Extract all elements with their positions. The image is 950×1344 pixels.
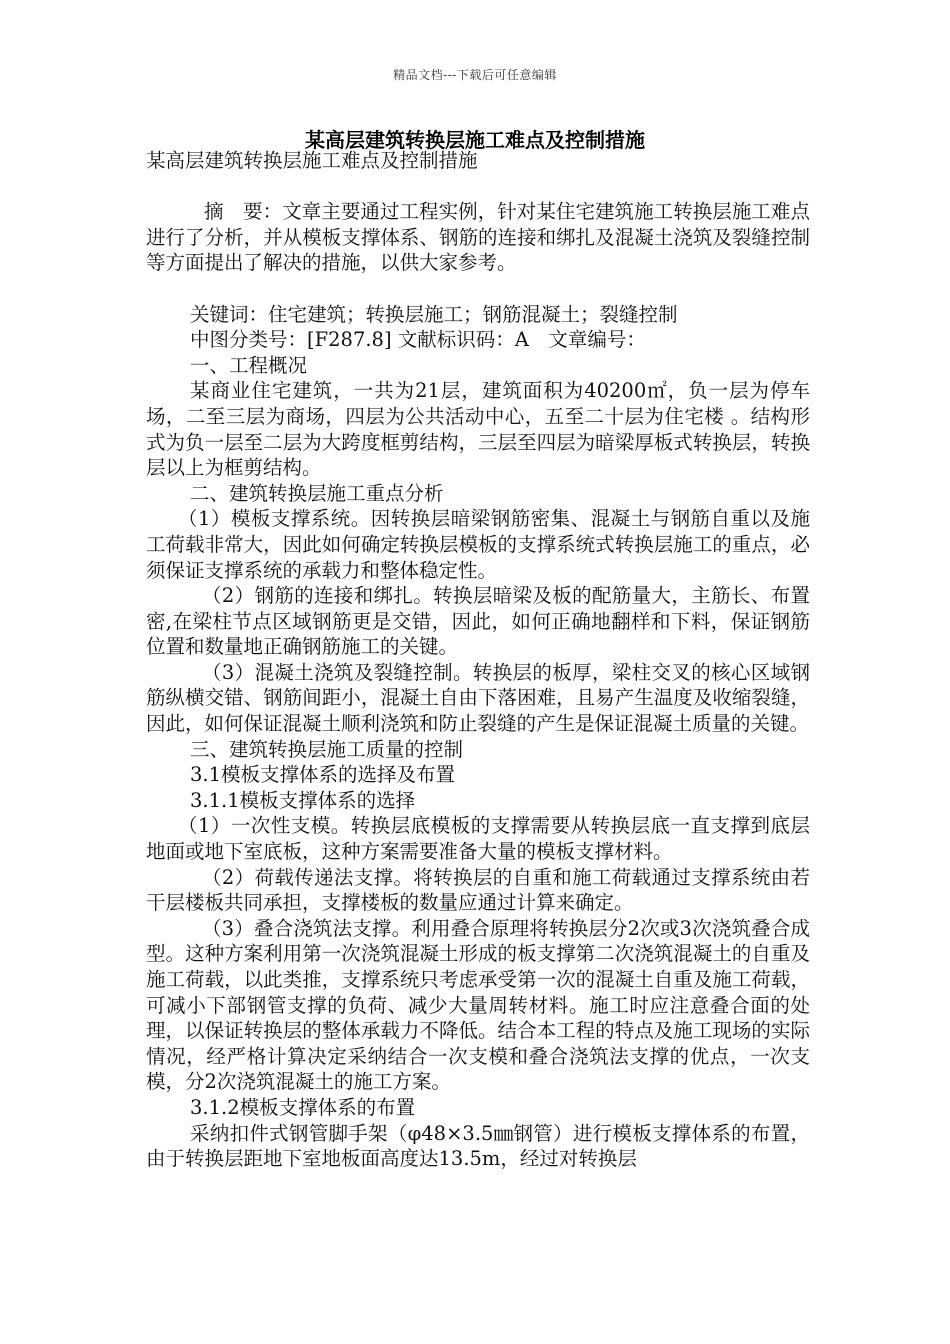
- body-paragraph: （2）钢筋的连接和绑扎。转换层暗梁及板的配筋量大，主筋长、布置密,在梁柱节点区域钢筋更是交错，因此，如何正确地翻样和下料，保证钢筋位置和数量地正确钢筋施工的关键。: [146, 584, 810, 659]
- document-title: 某高层建筑转换层施工难点及控制措施: [305, 128, 645, 152]
- subsection-heading: 3.1.1模板支撑体系的选择: [190, 788, 416, 812]
- body-paragraph: 采纳扣件式钢管脚手架（φ48×3.5㎜钢管）进行模板支撑体系的布置，由于转换层距地下室地板面高度达13.5m，经过对转换层: [146, 1121, 810, 1171]
- body-paragraph: （2）荷载传递法支撑。将转换层的自重和施工荷载通过支撑系统由若干层楼板共同承担，支撑楼板的数量应通过计算来确定。: [146, 865, 810, 915]
- abstract-paragraph: 摘 要：文章主要通过工程实例，针对某住宅建筑施工转换层施工难点进行了分析，并从模板支撑体系、钢筋的连接和绑扎及混凝土浇筑及裂缝控制等方面提出了解决的措施，以供大家参考。: [146, 200, 810, 275]
- body-paragraph: （1）一次性支模。转换层底模板的支撑需要从转换层底一直支撑到底层地面或地下室底板，这种方案需要准备大量的模板支撑材料。: [146, 814, 810, 864]
- blank-line: [146, 276, 810, 302]
- body-paragraph: （3）叠合浇筑法支撑。利用叠合原理将转换层分2次或3次浇筑叠合成型。这种方案利用第一次浇筑混凝土形成的板支撑第二次浇筑混凝土的自重及施工荷载，以此类推，支撑系统只考虑承受第一次的混凝土自重及施工荷载，可减小下部钢管支撑的负荷、减少大量周转材料。施工时应注意叠合面的处理，以保证转换层的整体承载力不降低。结合本工程的特点及施工现场的实际情况，经严格计算决定采纳结合一次支模和叠合浇筑法支撑的优点，一次支模，分2次浇筑混凝土的施工方案。: [146, 916, 810, 1094]
- blank-line: [146, 174, 810, 200]
- section-heading: 一、工程概况: [190, 353, 308, 377]
- body-paragraph: （1）模板支撑系统。因转换层暗梁钢筋密集、混凝土与钢筋自重以及施工荷载非常大，因此如何确定转换层模板的支撑系统式转换层施工的重点，必须保证支撑系统的承载力和整体稳定性。: [146, 507, 810, 582]
- document-body: [146, 148, 810, 1172]
- document-subtitle: 某高层建筑转换层施工难点及控制措施: [146, 149, 478, 172]
- body-paragraph: （3）混凝土浇筑及裂缝控制。转换层的板厚，梁柱交叉的核心区域钢筋纵横交错、钢筋间距小，混凝土自由下落困难，且易产生温度及收缩裂缝，因此，如何保证混凝土顺利浇筑和防止裂缝的产生是保证混凝土质量的关键。: [146, 660, 810, 736]
- section-heading: 三、建筑转换层施工质量的控制: [190, 737, 464, 761]
- header-note: 精品文档---下载后可任意编辑: [393, 68, 557, 82]
- subsection-heading: 3.1.2模板支撑体系的布置: [190, 1095, 416, 1119]
- classification-line: 中图分类号：[F287.8] 文献标识码：A 文章编号：: [190, 328, 646, 352]
- keywords-line: 关键词：住宅建筑；转换层施工；钢筋混凝土；裂缝控制: [190, 302, 678, 326]
- body-paragraph: 某商业住宅建筑，一共为21层，建筑面积为40200㎡，负一层为停车场，二至三层为商场，四层为公共活动中心，五至二十层为住宅楼 。结构形式为负一层至二层为大跨度框剪结构，三层至四层为暗梁厚板式转换层，转换层以上为框剪结构。: [146, 379, 810, 480]
- section-heading: 二、建筑转换层施工重点分析: [190, 481, 444, 505]
- subsection-heading: 3.1模板支撑体系的选择及布置: [190, 763, 456, 787]
